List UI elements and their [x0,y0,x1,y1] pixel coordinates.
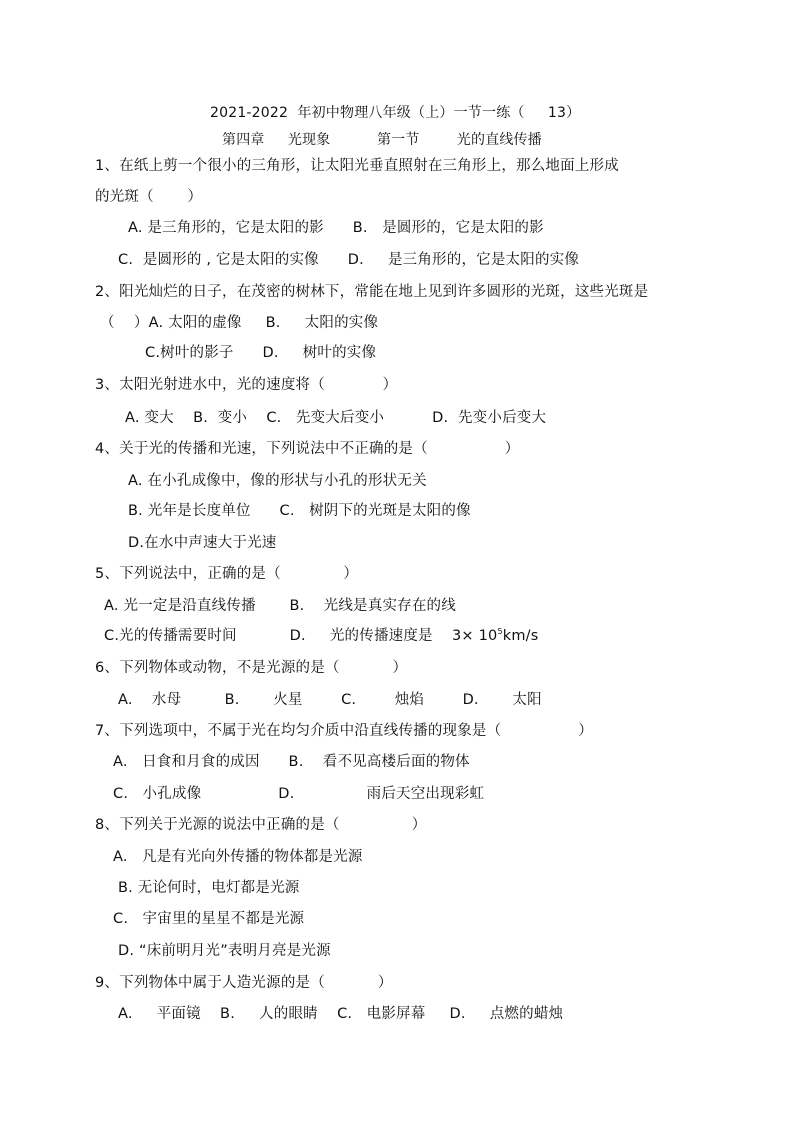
question-1-stem: 1、在纸上剪一个很小的三角形，让太阳光垂直照射在三角形上，那么地面上形成 [95,158,619,174]
question-8-option-a: A. 凡是有光向外传播的物体都是光源 [113,849,363,865]
question-7-stem: 7、下列选项中，不属于光在均匀介质中沿直线传播的现象是（ ） [95,723,593,739]
question-3-options: A. 变大 B. 变小 C. 先变大后变小 D. 先变小后变大 [125,410,547,426]
question-7-options-cd: C. 小孔成像 D. 雨后天空出现彩虹 [113,786,485,802]
question-4-option-d: D.在水中声速大于光速 [128,535,277,551]
question-5-unit: km/s [502,628,539,644]
question-8-stem: 8、下列关于光源的说法中正确的是（ ） [95,817,427,833]
question-4-stem: 4、关于光的传播和光速，下列说法中不正确的是（ ） [95,441,520,457]
question-9-stem: 9、下列物体中属于人造光源的是（ ） [95,975,393,991]
question-3-stem: 3、太阳光射进水中，光的速度将（ ） [95,377,398,393]
question-1-options-ab: A. 是三角形的，它是太阳的影 B. 是圆形的，它是太阳的影 [128,220,544,236]
question-2-options-ab: （ ）A. 太阳的虚像 B. 太阳的实像 [100,315,379,331]
question-8-option-b: B. 无论何时，电灯都是光源 [118,880,300,896]
chapter-subtitle: 第四章 光现象 第一节 光的直线传播 [222,132,542,148]
question-2-stem: 2、阳光灿烂的日子，在茂密的树林下，常能在地上见到许多圆形的光斑，这些光斑是 [95,284,649,300]
question-1-options-cd: C. 是圆形的 , 它是太阳的实像 D. 是三角形的，它是太阳的实像 [118,252,580,268]
worksheet-title: 2021-2022 年初中物理八年级（上）一节一练（ 13） [210,105,581,121]
question-5-options-ab: A. 光一定是沿直线传播 B. 光线是真实存在的线 [104,598,456,614]
question-5-exponent: 5 [497,627,503,636]
question-2-options-cd: C.树叶的影子 D. 树叶的实像 [145,345,377,361]
question-1-stem-continued: 的光斑（ ） [95,189,203,205]
question-5-stem: 5、下列说法中，正确的是（ ） [95,566,359,582]
question-5-options-cd-text: C.光的传播需要时间 D. 光的传播速度是 3× 10 [104,628,498,644]
question-6-options: A. 水母 B. 火星 C. 烛焰 D. 太阳 [118,692,542,708]
question-8-option-d: D. “床前明月光”表明月亮是光源 [118,943,331,959]
question-4-options-bc: B. 光年是长度单位 C. 树阴下的光斑是太阳的像 [128,503,471,519]
question-4-option-a: A. 在小孔成像中，像的形状与小孔的形状无关 [128,473,427,489]
question-6-stem: 6、下列物体或动物，不是光源的是（ ） [95,660,408,676]
question-7-options-ab: A. 日食和月食的成因 B. 看不见高楼后面的物体 [113,754,470,770]
question-8-option-c: C. 宇宙里的星星不都是光源 [113,911,305,927]
question-9-options: A. 平面镜 B. 人的眼睛 C. 电影屏幕 D. 点燃的蜡烛 [118,1006,564,1022]
question-5-options-cd [104,627,539,645]
